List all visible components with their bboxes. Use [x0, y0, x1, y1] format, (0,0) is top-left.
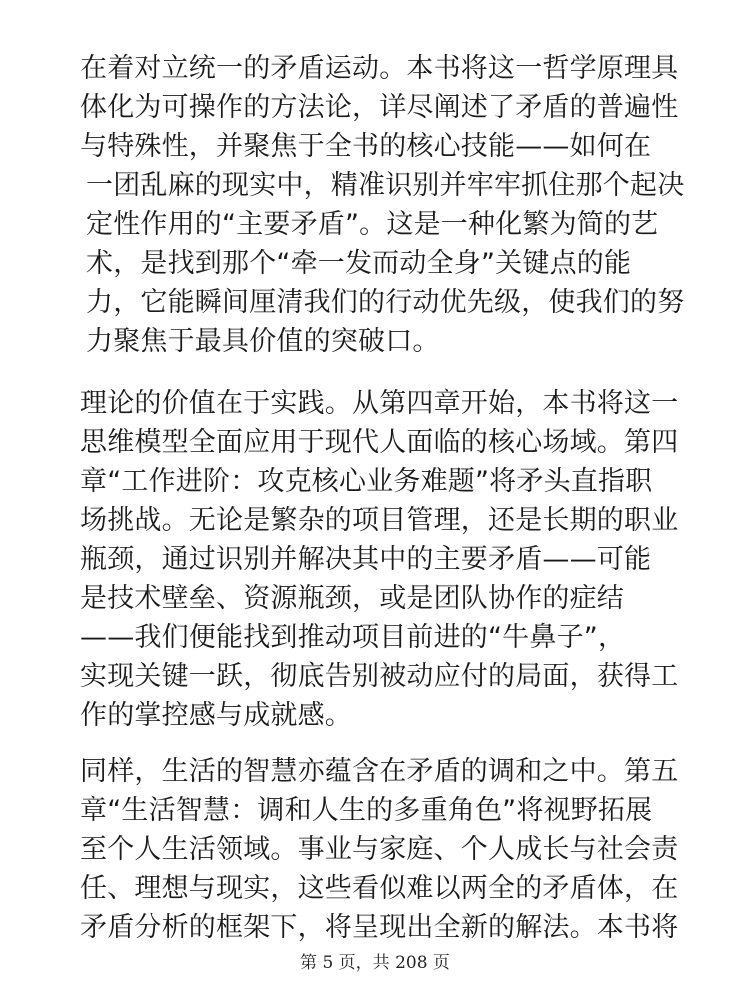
- text-line: 至个人生活领域。事业与家庭、个人成长与社会责: [80, 834, 679, 865]
- paragraph-2: [80, 384, 679, 735]
- text-line: 力聚焦于最具价值的突破口。: [86, 326, 440, 357]
- text-line: 定性作用的“主要矛盾”。这是一种化繁为简的艺: [86, 209, 659, 240]
- text-line: 与特殊性，并聚焦于全书的核心技能——如何在: [80, 131, 652, 162]
- text-line: 章“工作进阶：攻克核心业务难题”将矛头直指职: [80, 466, 653, 497]
- paragraph-3: [80, 752, 679, 947]
- text-line: 术，是找到那个“牵一发而动全身”关键点的能: [86, 248, 632, 279]
- text-line: 矛盾分析的框架下，将呈现出全新的解法。本书将: [80, 912, 679, 943]
- page-footer: 第 5 页，共 208 页: [300, 953, 450, 973]
- text-line: 任、理想与现实，这些看似难以两全的矛盾体，在: [80, 873, 679, 904]
- text-line: 体化为可操作的方法论，详尽阐述了矛盾的普遍性: [80, 92, 679, 123]
- text-line: 理论的价值在于实践。从第四章开始，本书将这一: [80, 388, 679, 419]
- paragraph-1: [80, 49, 685, 361]
- text-line: 章“生活智慧：调和人生的多重角色”将视野拓展: [80, 795, 653, 826]
- text-line: 是技术壁垒、资源瓶颈，或是团队协作的症结: [80, 583, 624, 614]
- text-line: 实现关键一跃，彻底告别被动应付的局面，获得工: [80, 661, 679, 692]
- text-line: 力，它能瞬间厘清我们的行动优先级，使我们的努: [86, 287, 685, 318]
- text-line: 在着对立统一的矛盾运动。本书将这一哲学原理具: [80, 53, 679, 84]
- text-line: 同样，生活的智慧亦蕴含在矛盾的调和之中。第五: [80, 756, 679, 787]
- text-line: 一团乱麻的现实中，精准识别并牢牢抓住那个起决: [86, 170, 685, 201]
- text-line: 瓶颈，通过识别并解决其中的主要矛盾——可能: [80, 544, 652, 575]
- text-line: 场挑战。无论是繁杂的项目管理，还是长期的职业: [80, 505, 679, 536]
- text-line: 思维模型全面应用于现代人面临的核心场域。第四: [80, 427, 679, 458]
- text-line: 作的掌控感与成就感。: [80, 700, 352, 731]
- text-line: ——我们便能找到推动项目前进的“牛鼻子”，: [80, 622, 626, 653]
